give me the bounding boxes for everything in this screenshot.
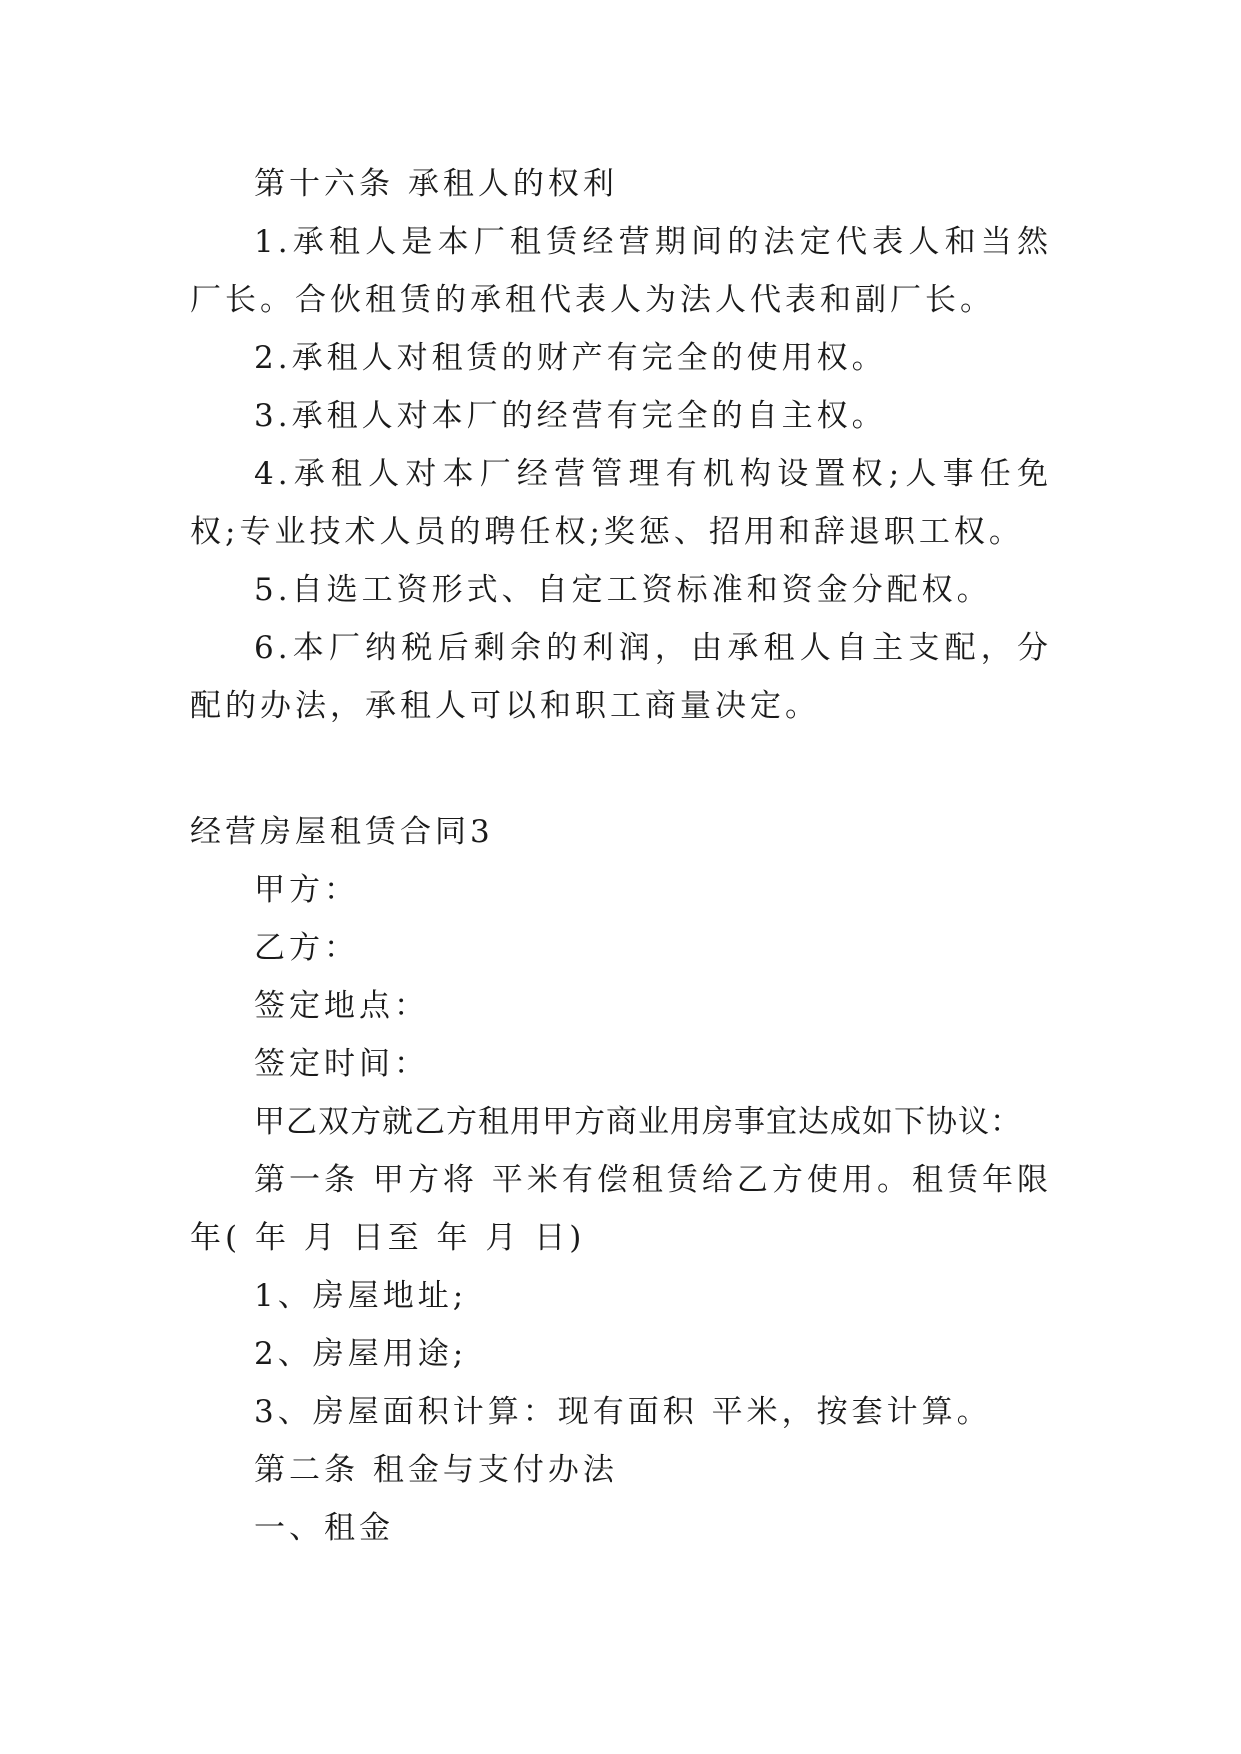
house-address-item: 1、房屋地址; — [254, 1278, 468, 1314]
section-heading: 第十六条 承租人的权利 — [254, 166, 618, 202]
party-b-field: 乙方： — [254, 930, 359, 966]
rent-subheading: 一、租金 — [254, 1510, 394, 1546]
list-item: 2.承租人对租赁的财产有完全的使用权。 — [254, 340, 887, 376]
article-2: 第二条 租金与支付办法 — [254, 1452, 618, 1488]
party-a-field: 甲方： — [254, 872, 359, 908]
sign-place-field: 签定地点： — [254, 988, 429, 1024]
paragraph-spacer — [190, 735, 1052, 803]
list-item: 5.自选工资形式、自定工资标准和资金分配权。 — [254, 572, 992, 608]
list-item: 4.承租人对本厂经营管理有机构设置权;人事任免权;专业技术人员的聘任权;奖惩、招用和辞退职工权。 — [190, 456, 1052, 550]
house-usage-item: 2、房屋用途; — [254, 1336, 468, 1372]
contract-title: 经营房屋租赁合同3 — [190, 814, 494, 850]
document-body — [190, 155, 1052, 1557]
sign-time-field: 签定时间： — [254, 1046, 429, 1082]
article-1: 第一条 甲方将 平米有偿租赁给乙方使用。租赁年限 年( 年 月 日至 年 月 日) — [190, 1162, 1052, 1256]
list-item: 1.承租人是本厂租赁经营期间的法定代表人和当然厂长。合伙租赁的承租代表人为法人代表和副厂长。 — [190, 224, 1052, 318]
list-item: 3.承租人对本厂的经营有完全的自主权。 — [254, 398, 887, 434]
list-item: 6.本厂纳税后剩余的利润，由承租人自主支配，分配的办法，承租人可以和职工商量决定。 — [190, 630, 1052, 724]
agreement-intro: 甲乙双方就乙方租用甲方商业用房事宜达成如下协议： — [254, 1104, 1022, 1140]
house-area-item: 3、房屋面积计算：现有面积 平米，按套计算。 — [254, 1394, 992, 1430]
